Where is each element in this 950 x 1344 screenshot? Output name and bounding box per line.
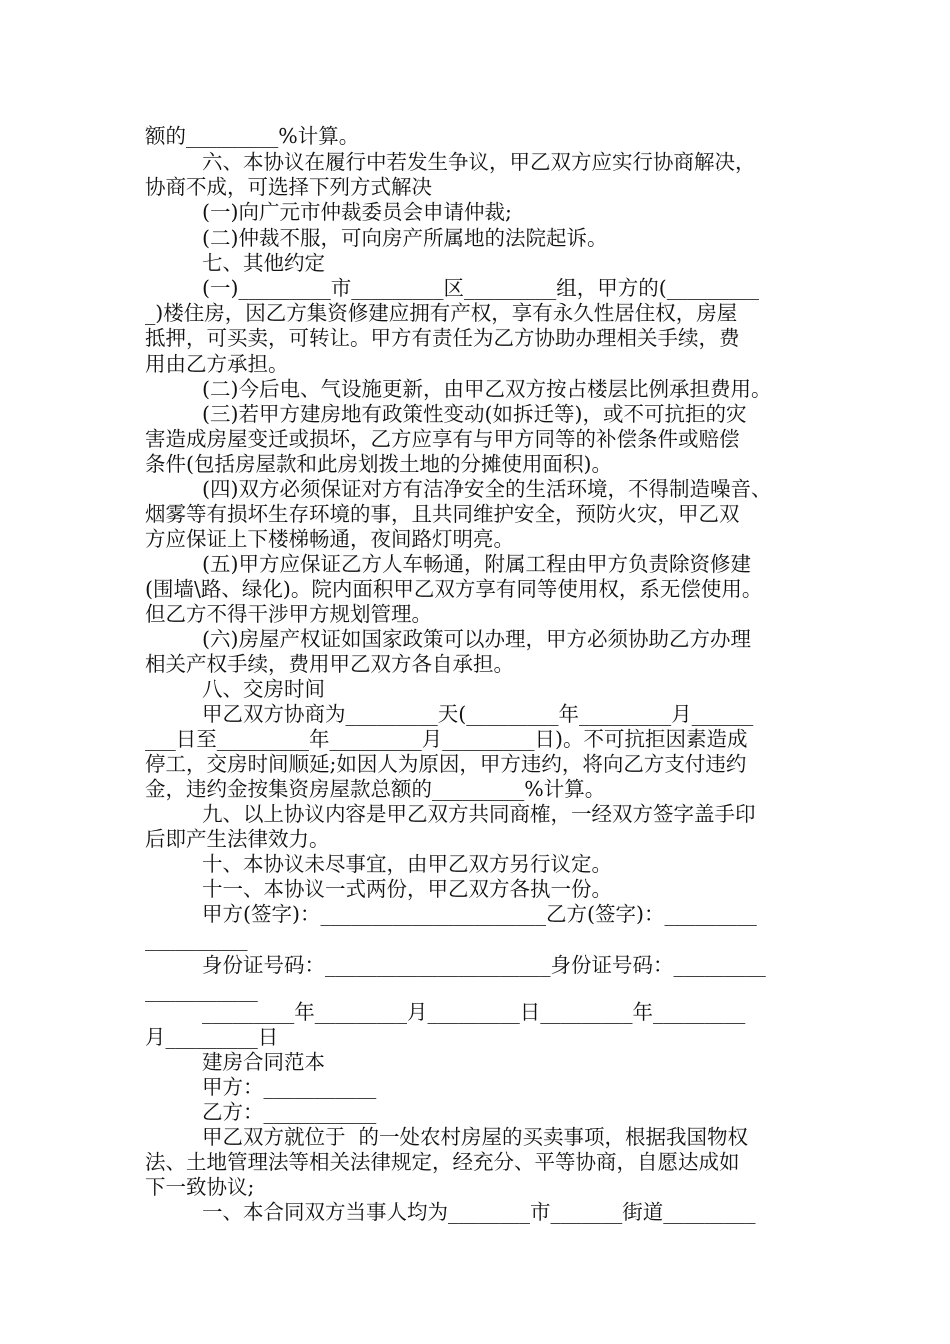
party-b-line: 乙方：___________: [202, 1100, 377, 1124]
clause-six-heading: 六、本协议在履行中若发生争议，甲乙双方应实行协商解决，: [202, 150, 756, 174]
date-line: _________年_________月_________日_________年_________: [202, 1000, 746, 1024]
text-line: 方应保证上下楼梯畅通，夜间路灯明亮。: [145, 527, 514, 551]
clause-ten-heading: 十、本协议未尽事宜，由甲乙双方另行议定。: [202, 852, 612, 876]
id-number-line-cont: ___________: [145, 978, 258, 1002]
date-line-cont: 月_________日: [145, 1025, 279, 1049]
text-line: 甲乙双方协商为_________天(_________年_________月______: [202, 702, 754, 726]
party-a-line: 甲方：___________: [202, 1075, 377, 1099]
contract-title: 建房合同范本: [202, 1050, 325, 1074]
text-line: (五)甲方应保证乙方人车畅通，附属工程由甲方负责除资修建: [202, 552, 751, 576]
text-line: 停工，交房时间顺延;如因人为原因，甲方违约，将向乙方支付违约: [145, 752, 747, 776]
text-line: 金，违约金按集资房屋款总额的_________%计算。: [145, 777, 606, 801]
text-line: (二)今后电、气设施更新，由甲乙双方按占楼层比例承担费用。: [202, 377, 772, 401]
text-line: _)楼住房，因乙方集资修建应拥有产权，享有永久性居住权，房屋: [145, 301, 738, 325]
text-line: (三)若甲方建房地有政策性变动(如拆迁等)，或不可抗拒的灾: [202, 402, 747, 426]
text-line: (二)仲裁不服，可向房产所属地的法院起诉。: [202, 226, 608, 250]
text-line: 烟雾等有损坏生存环境的事，且共同维护安全，预防火灾，甲乙双: [145, 502, 740, 526]
signature-line-cont: __________: [145, 927, 248, 951]
clause-seven-heading: 七、其他约定: [202, 251, 325, 275]
clause-nine-heading: 九、以上协议内容是甲乙双方共同商榷，一经双方签字盖手印: [202, 802, 756, 826]
text-line: ___日至_________年_________月_________日)。不可抗拒因素造成: [145, 727, 748, 751]
text-line: 额的_________%计算。: [145, 124, 360, 148]
text-line: (一)_________市_________区_________组，甲方的(_________: [202, 276, 759, 300]
text-line: 但乙方不得干涉甲方规划管理。: [145, 602, 432, 626]
text-line: 抵押，可买卖，可转让。甲方有责任为乙方协助办理相关手续，费: [145, 326, 740, 350]
text-line: 后即产生法律效力。: [145, 827, 330, 851]
clause-eight-heading: 八、交房时间: [202, 677, 325, 701]
id-number-line: 身份证号码：______________________身份证号码：_________: [202, 953, 766, 977]
clause-one-heading: 一、本合同双方当事人均为________市_______街道_________: [202, 1200, 756, 1224]
text-line: 害造成房屋变迁或损坏，乙方应享有与甲方同等的补偿条件或赔偿: [145, 427, 740, 451]
text-line: 法、土地管理法等相关法律规定，经充分、平等协商，自愿达成如: [145, 1150, 740, 1174]
text-line: (六)房屋产权证如国家政策可以办理，甲方必须协助乙方办理: [202, 627, 751, 651]
text-line: (围墙\路、绿化)。院内面积甲乙双方享有同等使用权，系无偿使用。: [145, 577, 763, 601]
text-line: 用由乙方承担。: [145, 352, 289, 376]
signature-line: 甲方(签字)：______________________乙方(签字)：_________: [202, 902, 757, 926]
preamble-line: 甲乙双方就位于 的一处农村房屋的买卖事项，根据我国物权: [202, 1125, 749, 1149]
text-line: 下一致协议;: [145, 1175, 255, 1199]
text-line: (四)双方必须保证对方有洁净安全的生活环境，不得制造噪音、: [202, 477, 772, 501]
text-line: 相关产权手续，费用甲乙双方各自承担。: [145, 652, 514, 676]
text-line: 协商不成，可选择下列方式解决: [145, 175, 432, 199]
text-line: 条件(包括房屋款和此房划拨土地的分摊使用面积)。: [145, 452, 612, 476]
clause-eleven-heading: 十一、本协议一式两份，甲乙双方各执一份。: [202, 877, 612, 901]
text-line: (一)向广元市仲裁委员会申请仲裁;: [202, 200, 512, 224]
